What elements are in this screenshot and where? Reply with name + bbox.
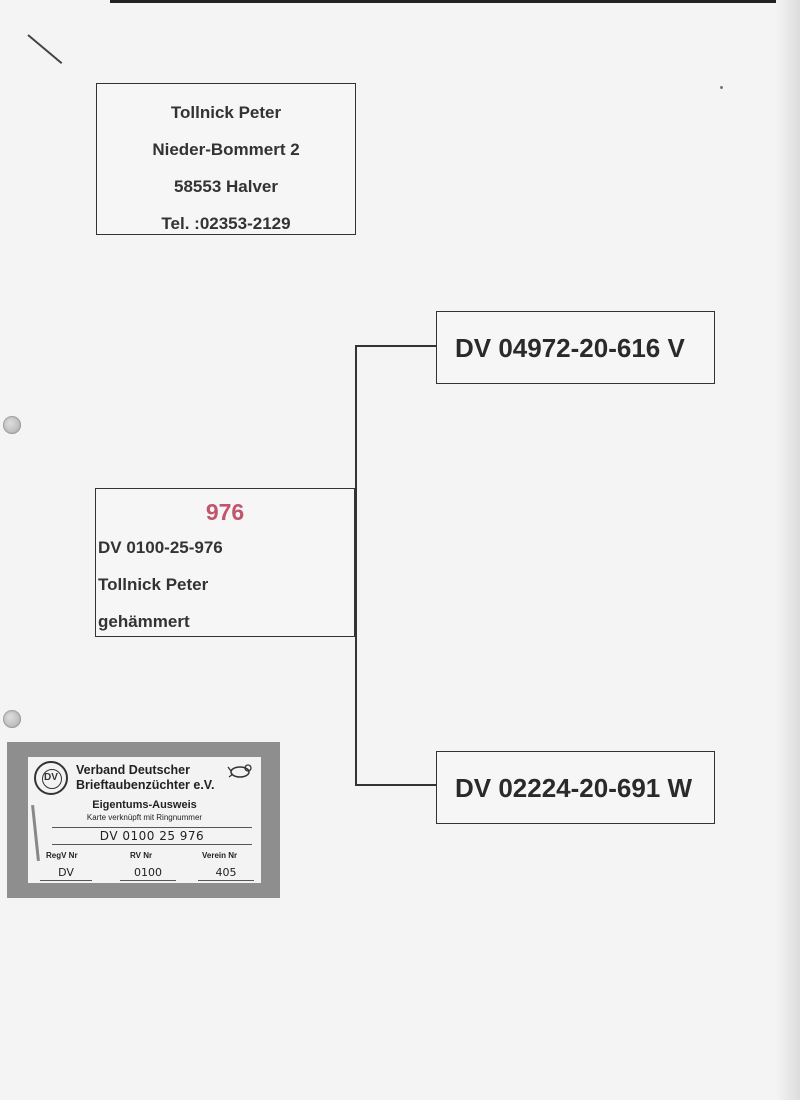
connector-dam xyxy=(355,784,436,786)
scan-speck xyxy=(720,86,723,89)
scan-edge-top xyxy=(110,0,800,3)
pigeon-icon xyxy=(227,762,253,780)
owner-address-box xyxy=(96,83,356,235)
logo-text: DV xyxy=(44,772,58,783)
connector-vertical xyxy=(355,345,357,785)
dam-box xyxy=(436,751,715,824)
logo-seal-icon xyxy=(34,761,68,795)
organization-name xyxy=(76,763,214,793)
bird-number: 976 xyxy=(205,499,245,525)
sire-box xyxy=(436,311,715,384)
card-ring-number: DV 0100 25 976 xyxy=(52,827,252,845)
bird-ring: DV 0100-25-976 xyxy=(98,538,223,557)
sire-ring: DV 04972-20-616 V xyxy=(455,333,685,363)
organization-line-2: Brieftaubenzüchter e.V. xyxy=(76,778,215,792)
bird-box xyxy=(95,488,355,637)
ownership-card-body xyxy=(28,757,261,883)
punch-hole-bottom xyxy=(3,710,21,728)
dam-ring: DV 02224-20-691 W xyxy=(455,773,693,803)
bird-breeder: Tollnick Peter xyxy=(98,575,209,594)
card-title: Eigentums-Ausweis xyxy=(92,799,197,811)
organization-line-1: Verband Deutscher xyxy=(76,763,190,777)
scan-edge-right xyxy=(776,0,800,1100)
label-rv: RV Nr xyxy=(130,851,153,860)
owner-city: 58553 Halver xyxy=(174,177,278,196)
connector-sire xyxy=(355,345,436,347)
value-verein: 405 xyxy=(198,866,254,881)
value-rv: 0100 xyxy=(120,866,176,881)
owner-phone: Tel. :02353-2129 xyxy=(161,214,291,233)
value-regv: DV xyxy=(40,866,92,881)
label-regv: RegV Nr xyxy=(46,851,78,860)
owner-name: Tollnick Peter xyxy=(170,103,282,122)
scan-mark xyxy=(27,34,62,64)
ownership-card xyxy=(7,742,280,898)
bird-note: gehämmert xyxy=(98,612,190,631)
owner-street: Nieder-Bommert 2 xyxy=(152,140,300,159)
punch-hole-top xyxy=(3,416,21,434)
card-subtitle: Karte verknüpft mit Ringnummer xyxy=(86,813,203,822)
label-verein: Verein Nr xyxy=(202,851,238,860)
